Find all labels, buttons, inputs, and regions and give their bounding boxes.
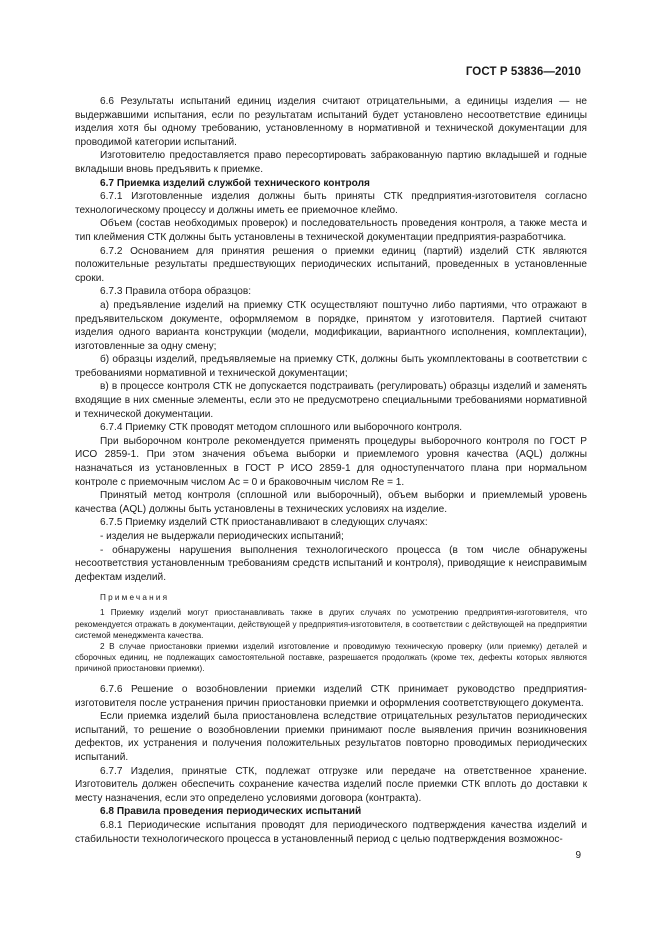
notes-title: Примечания [100,593,170,603]
document-body [75,95,587,846]
paragraph: Изготовителю предоставляется право пересортировать забракованную партию вкладышей и годные вкладыши вновь предъявить к приемке. [75,150,587,175]
document-header: ГОСТ Р 53836—2010 [465,66,581,78]
paragraph: 6.7.6 Решение о возобновлении приемки изделий СТК принимает руководство предприятия-изготовителя после устранения причин приостановки приемки и оформления соответствующего документа. [75,684,587,709]
list-item: - обнаружены нарушения выполнения технологического процесса (в том числе обнаружены несоответствия установленным требованиям средств испытаний и контроля), приводящие к неисправимым дефектам изделий. [75,544,587,583]
body-section-2 [75,683,587,846]
paragraph: При выборочном контроле рекомендуется применять процедуры выборочного контроля по ГОСТ Р ИСО 2859-1. При этом значения объема выборки и приемлемого уровня качества (AQL) должны назначаться из установленных в ГОСТ Р ИСО 2859-1 для одноступенчатого плана при нормальном контроле с приемочным числом Ас = 0 и браковочным числом Re = 1. [75,435,587,488]
list-item: а) предъявление изделий на приемку СТК осуществляют поштучно либо партиями, что отражают в предъявительском документе, оформляемом в порядке, принятом у изготовителя. Партией считают изделия одного варианта конструкции (модели, модификации, вариантного исполнения, комплектации), изготовленные за одну смену; [75,299,587,352]
list-item: - изделия не выдержали периодических испытаний; [100,531,344,542]
paragraph: Если приемка изделий была приостановлена вследствие отрицательных результатов периодических испытаний, то решение о возобновлении приемки принимают после выявления причин возникновения дефектов, их устранения и получения положительных результатов повторно проводимых периодических испытаний. [75,711,587,763]
note-item: 1 Приемку изделий могут приостанавливать также в других случаях по усмотрению предприятия-изготовителя, что рекомендуется отражать в документации, действующей у предприятия-изготовителя, в соответствии с действующей на предприятии системой менеджмента качества. [75,608,587,640]
paragraph: Принятый метод контроля (сплошной или выборочный), объем выборки и приемлемый уровень качества (AQL) должны быть установлены в технических условиях на изделие. [75,490,587,515]
paragraph: 6.7.7 Изделия, принятые СТК, подлежат отгрузке или передаче на ответственное хранение. Изготовитель должен обеспечить сохранение качества изделий после приемки СТК вплоть до доставки к месту назначения, если это определено условиями договора (контракта). [75,765,587,804]
paragraph: 6.8.1 Периодические испытания проводят для периодического подтверждения качества изделий и стабильности технологического процесса в установленный период с целью подтверждения возможнос- [75,819,587,845]
paragraph: 6.7.5 Приемку изделий СТК приостанавливают в следующих случаях: [100,517,428,529]
paragraph: 6.7.4 Приемку СТК проводят методом сплошного или выборочного контроля. [100,422,463,434]
paragraph: 6.7.1 Изготовленные изделия должны быть приняты СТК предприятия-изготовителя согласно технологическому процессу и должны иметь ее приемочное клеймо. [75,191,587,216]
paragraph: 6.7.2 Основанием для принятия решения о приемки единиц (партий) изделий СТК являются положительные результаты предшествующих периодических испытаний, проведенных в установленные сроки. [75,245,587,284]
paragraph: 6.7.3 Правила отбора образцов: [100,286,252,298]
paragraph: Объем (состав необходимых проверок) и последовательность проведения контроля, а также места и тип клеймения СТК должны быть установлены в технической документации предприятия-разработчика. [75,218,587,243]
body-section-1 [75,95,587,584]
list-item: в) в процессе контроля СТК не допускается подстраивать (регулировать) образцы изделий и заменять входящие в них сменные элементы, если это не предусмотрено специальными требованиями нормативной и технической документации. [75,381,587,420]
notes-block [75,592,587,674]
section-heading: 6.7 Приемка изделий службой технического контроля [100,177,370,189]
paragraph: 6.6 Результаты испытаний единиц изделия считают отрицательными, а единицы изделия — не выдержавшими испытания, если по результатам испытаний будет установлено несоответствие единицы изделия хотя бы одному требованию, установленному в нормативной и технической документации для проводимой категории испытаний. [75,96,587,148]
spacer [75,674,587,683]
list-item: б) образцы изделий, предъявляемые на приемку СТК, должны быть укомплектованы в соответствии с требованиями нормативной и технической документации; [75,354,587,379]
section-heading: 6.8 Правила проведения периодических испытаний [100,806,362,818]
page-number: 9 [575,850,581,861]
note-item: 2 В случае приостановки приемки изделий изготовление и проводимую техническую проверку (или приемку) деталей и сборочных единиц, не подлежащих самостоятельной поставке, разрешается продолжать (кроме тех, дефекты которых являются причиной приостановки приемки). [75,641,587,673]
